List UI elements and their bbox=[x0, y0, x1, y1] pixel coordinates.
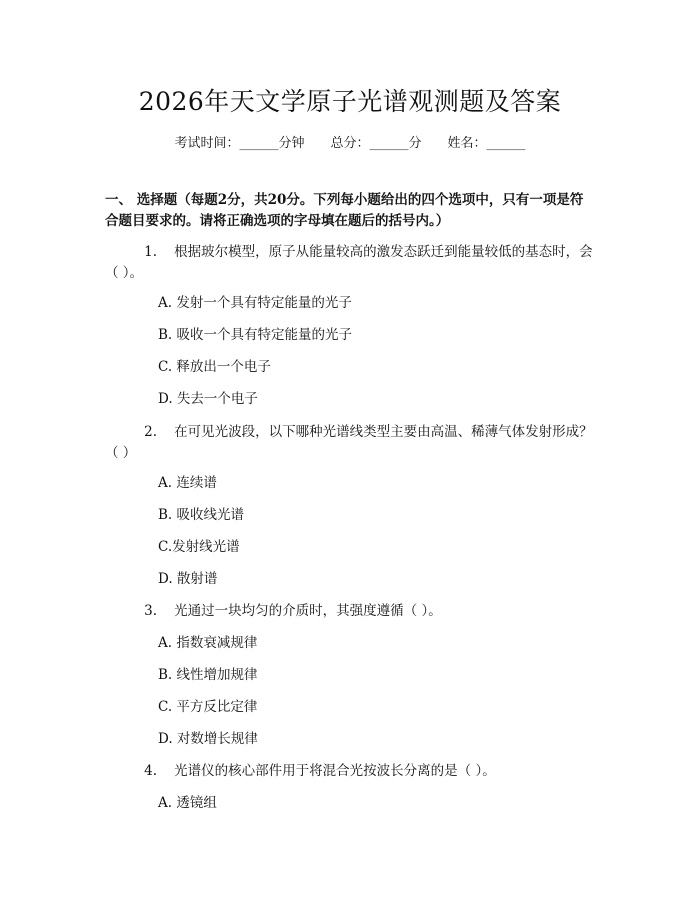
option-2a: A. 连续谱 bbox=[158, 475, 217, 491]
section-heading: 一、 选择题（每题2分，共20分。下列每小题给出的四个选项中，只有一项是符合题目要求的。请将正确选项的字母填在题后的括号内。） bbox=[105, 192, 584, 229]
option-3d: D. 对数增长规律 bbox=[158, 731, 258, 747]
question-text: 光通过一块均匀的介质时，其强度遵循（ ）。 bbox=[174, 603, 442, 619]
question-text: 在可见光波段，以下哪种光谱线类型主要由高温、稀薄气体发射形成？（ ） bbox=[105, 424, 593, 461]
option-1b: B. 吸收一个具有特定能量的光子 bbox=[158, 327, 353, 343]
question-4 bbox=[105, 761, 595, 782]
option-3b: B. 线性增加规律 bbox=[158, 667, 258, 683]
exam-meta bbox=[0, 132, 700, 151]
page-title: 2026年天文学原子光谱观测题及答案 bbox=[138, 87, 562, 116]
question-number: 1. bbox=[144, 244, 157, 260]
option-1a: A. 发射一个具有特定能量的光子 bbox=[158, 295, 352, 311]
question-text: 光谱仪的核心部件用于将混合光按波长分离的是（ ）。 bbox=[174, 763, 496, 779]
exam-time-field: 考试时间：______分钟 bbox=[174, 136, 305, 151]
total-score-field: 总分：______分 bbox=[330, 136, 422, 151]
option-2c: C.发射线光谱 bbox=[158, 539, 240, 555]
option-1d: D. 失去一个电子 bbox=[158, 391, 258, 407]
question-1 bbox=[105, 242, 595, 284]
question-number: 4. bbox=[144, 763, 157, 779]
question-number: 2. bbox=[144, 424, 157, 440]
option-1c: C. 释放出一个电子 bbox=[158, 359, 271, 375]
question-text: 根据玻尔模型，原子从能量较高的激发态跃迁到能量较低的基态时，会（ ）。 bbox=[105, 244, 593, 281]
question-3 bbox=[105, 601, 595, 622]
option-4a: A. 透镜组 bbox=[158, 795, 217, 811]
option-3a: A. 指数衰减规律 bbox=[158, 635, 258, 651]
question-number: 3. bbox=[144, 603, 157, 619]
option-2d: D. 散射谱 bbox=[158, 571, 218, 587]
name-field: 姓名：______ bbox=[447, 136, 526, 151]
option-2b: B. 吸收线光谱 bbox=[158, 507, 245, 523]
question-2 bbox=[105, 422, 595, 464]
option-3c: C. 平方反比定律 bbox=[158, 699, 258, 715]
